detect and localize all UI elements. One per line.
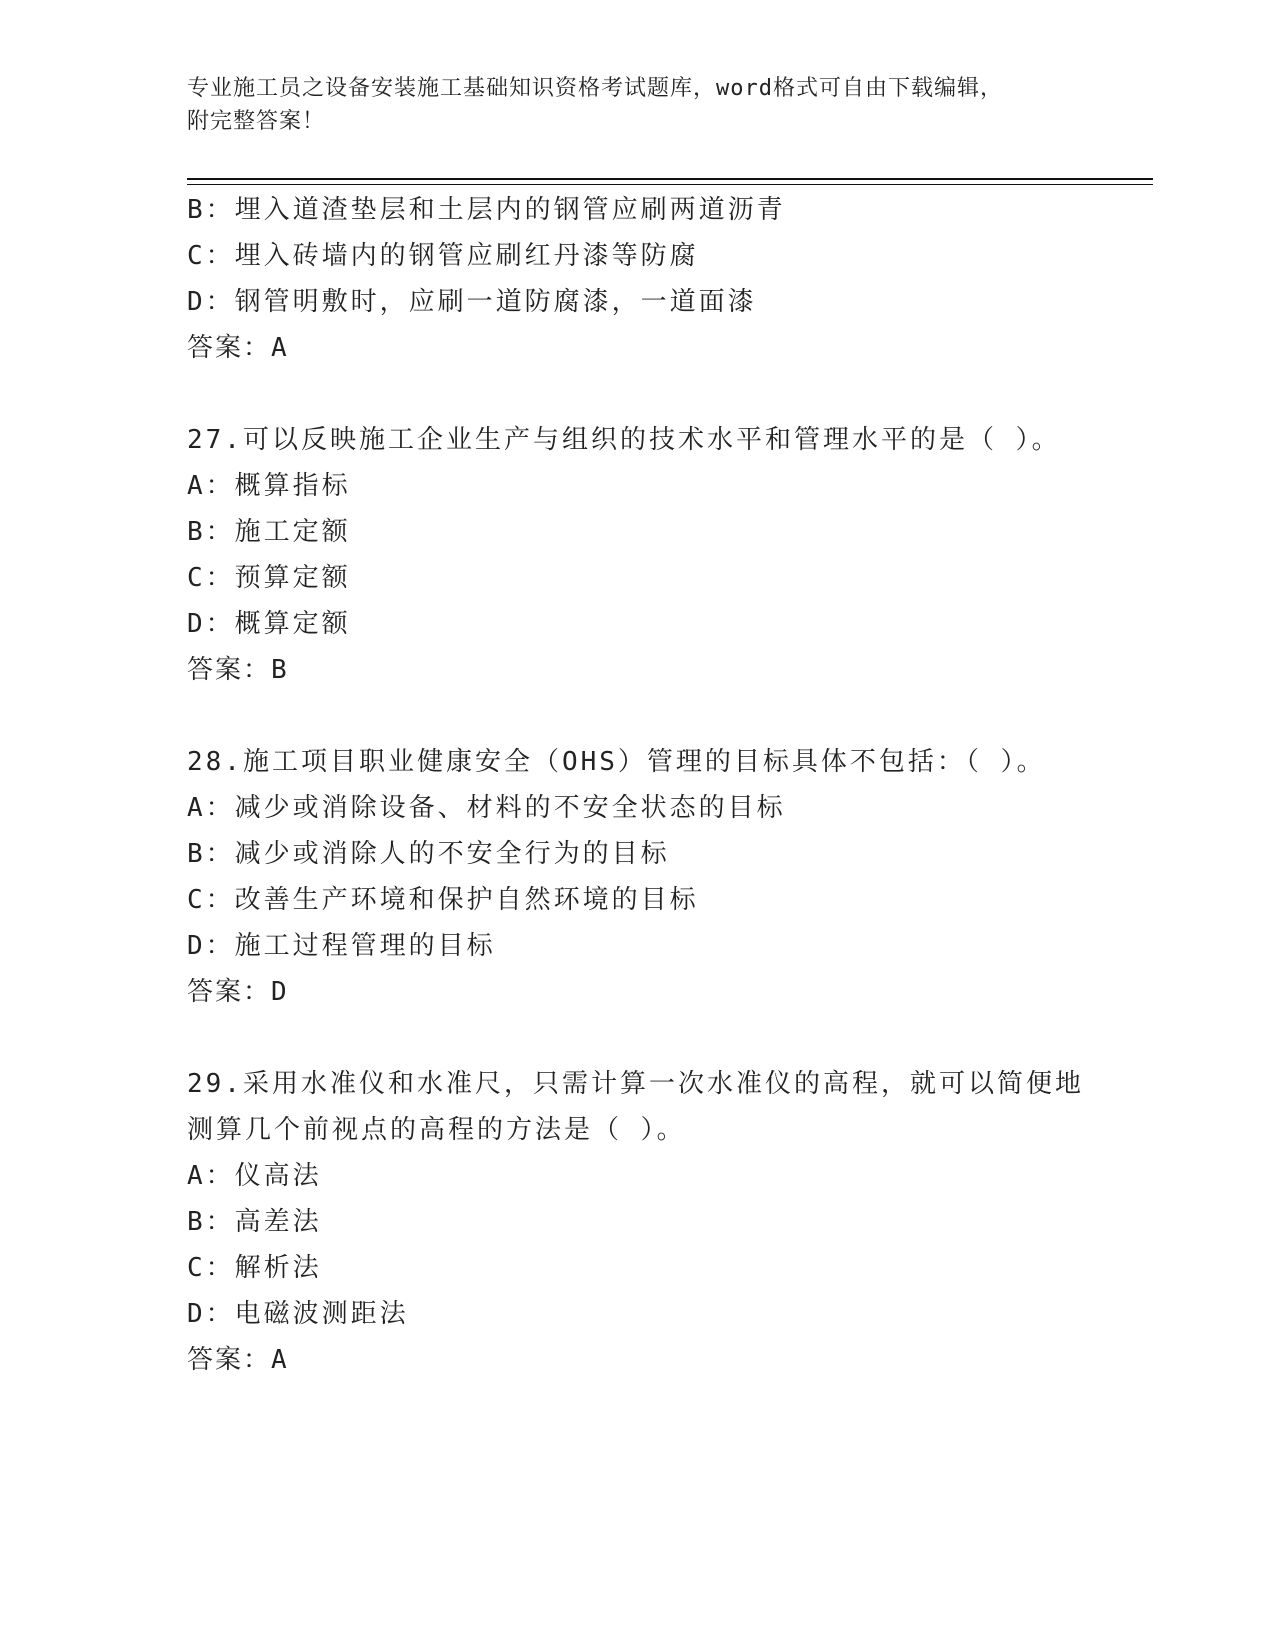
option-d: D：钢管明敷时，应刷一道防腐漆，一道面漆 xyxy=(187,287,757,317)
answer-line: 答案：B xyxy=(187,655,289,685)
question-26-continued xyxy=(187,187,1147,371)
header-title-line-2: 附完整答案！ xyxy=(187,109,326,134)
header-title-line-1: 专业施工员之设备安装施工基础知识资格考试题库，word格式可自由下载编辑， xyxy=(187,76,1003,101)
header-divider-thick xyxy=(187,178,1153,180)
option-b: B：减少或消除人的不安全行为的目标 xyxy=(187,839,670,869)
question-list xyxy=(187,187,1147,1383)
option-c: C：解析法 xyxy=(187,1253,322,1283)
document-header xyxy=(187,72,1087,138)
spacer xyxy=(187,371,1147,417)
option-b: B：高差法 xyxy=(187,1207,322,1237)
option-c: C：改善生产环境和保护自然环境的目标 xyxy=(187,885,699,915)
question-stem-line-1: 29.采用水准仪和水准尺，只需计算一次水准仪的高程，就可以简便地 xyxy=(187,1069,1084,1099)
answer-line: 答案：D xyxy=(187,977,289,1007)
option-d: D：施工过程管理的目标 xyxy=(187,931,496,961)
option-b: B：施工定额 xyxy=(187,517,351,547)
option-a: A：概算指标 xyxy=(187,471,351,501)
option-c: C：预算定额 xyxy=(187,563,351,593)
option-c: C：埋入砖墙内的钢管应刷红丹漆等防腐 xyxy=(187,241,699,271)
spacer xyxy=(187,693,1147,739)
answer-line: 答案：A xyxy=(187,333,289,363)
option-a: A：减少或消除设备、材料的不安全状态的目标 xyxy=(187,793,786,823)
option-d: D：电磁波测距法 xyxy=(187,1299,409,1329)
question-27 xyxy=(187,417,1147,693)
answer-line: 答案：A xyxy=(187,1345,289,1375)
question-stem: 28.施工项目职业健康安全（OHS）管理的目标具体不包括：（ ）。 xyxy=(187,747,1046,777)
header-divider-thin xyxy=(187,184,1153,185)
question-29 xyxy=(187,1061,1147,1383)
option-a: A：仪高法 xyxy=(187,1161,322,1191)
option-b: B：埋入道渣垫层和土层内的钢管应刷两道沥青 xyxy=(187,195,786,225)
question-stem-line-2: 测算几个前视点的高程的方法是（ ）。 xyxy=(187,1115,686,1145)
spacer xyxy=(187,1015,1147,1061)
question-stem: 27.可以反映施工企业生产与组织的技术水平和管理水平的是（ ）。 xyxy=(187,425,1061,455)
question-28 xyxy=(187,739,1147,1015)
option-d: D：概算定额 xyxy=(187,609,351,639)
